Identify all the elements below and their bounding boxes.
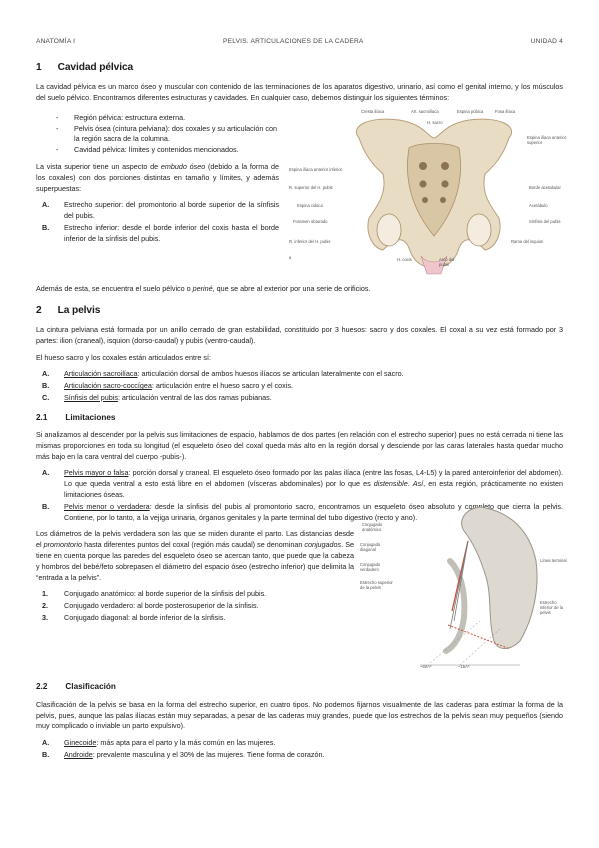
figure-label: Sínfisis del pubis — [529, 218, 561, 224]
list-item: A. Pelvis mayor o falsa: porción dorsal y craneal. El esqueleto óseo formado por las palas ilíaca (entre las fosas, L4-L5) y la pared anteroinferior del abdomen). Lo que queda ventral a esto está libre en el abdomen (vísceras abdominales) por lo que es distensible. Así, en esta región, prácticamente no existen limitaciones óseas. — [42, 468, 564, 500]
straits-list — [42, 200, 279, 244]
figure-label: Línea terminal — [540, 558, 567, 564]
list-item: 3. Conjugado diagonal: al borde inferior de la sínfisis. — [42, 613, 226, 623]
terms-list — [56, 113, 279, 156]
figure-label: Conjugado diagonal — [360, 542, 381, 553]
figure-label: Borde acetabular — [529, 184, 561, 190]
figure-label: Rama del isquion — [511, 238, 544, 244]
header-unit: UNIDAD 4 — [530, 38, 563, 45]
section-2-articulation-lead: El hueso sacro y los coxales están articulados entre sí: — [36, 352, 211, 362]
figure-label: ~15Aº — [458, 664, 470, 670]
figure-label: H. coxis — [397, 256, 412, 262]
figure-label: Estrecho superior de la pelvis — [360, 580, 393, 591]
figure-label: R. superior del H. pubis — [289, 184, 333, 190]
list-item: B. Pelvis menor o verdadera: desde la sínfisis del pubis al promontorio sacro, encontramos un esqueleto óseo absoluto y completo que cierra la pelvis. Contiene, por lo tanto, a la vejiga urinaria, órganos genitales y la parte terminal del tubo digestivo (recto y ano). — [42, 501, 563, 522]
perineum-paragraph: Además de esta, se encuentra el suelo pélvico o periné, que se abre al exterior por una serie de orificios. — [36, 283, 371, 293]
figure-label: R. inferior del H. pubis — [289, 238, 331, 244]
list-item: - Cavidad pélvica: límites y contenidos mencionados. — [56, 145, 239, 155]
header-topic: PELVIS. ARTICULACIONES DE LA CADERA — [223, 38, 364, 45]
section-2-intro: La cintura pelviana está formada por un anillo cerrado de gran estabilidad, constituido por 3 huesos: sacro y dos coxales. El coxal a su vez está formado por 3 partes: ilion (craneal), isquion (dorso-caudal) y pubis (ventro-caudal). — [36, 324, 563, 345]
figure-label: Espina ilíaca anterior superior — [527, 134, 567, 145]
articulations-list — [42, 369, 563, 403]
figure-label: Cresta ilíaca — [361, 108, 385, 114]
pelvis-anterior-illustration — [289, 108, 579, 284]
funnel-paragraph: La vista superior tiene un aspecto de embudo óseo (debido a la forma de los coxales) con dos porciones distintas en tamaño y límites, y además superpuestas: — [36, 162, 280, 193]
pelvis-types-list — [42, 738, 563, 761]
list-item: - Pelvis ósea (cintura pelviana): dos coxales y su articulación con la región sacra de la columna. — [56, 123, 277, 144]
list-item: B. Articulación sacro-coccígea: articulación entre el hueso sacro y el coxis. — [42, 381, 293, 391]
limitations-intro: Si analizamos al descender por la pelvis sus limitaciones de espacio, hablamos de dos partes (en relación con el estrecho superior) pues no está cerrada ni tiene las mismas proporciones en toda su longitud (el esqueleto óseo del coxal queda más alto en la región dorsal y desciende por las caras laterales hasta quedar mucho más bajo en la cara ventral del cuerpo -pubis-). — [36, 430, 563, 461]
figure-label: ~60Aº — [420, 664, 432, 670]
section-1-intro: La cavidad pélvica es un marco óseo y muscular con contenido de las terminaciones de los aparatos digestivo, urinario, así como el genital interno, y los músculos del suelo pélvico. Encontramos diferentes estructuras y cavidades. En cualquier caso, debemos distinguir los siguientes términos: — [36, 82, 563, 103]
list-item: 2. Conjugado verdadero: al borde posterosuperior de la sínfisis. — [42, 601, 259, 611]
figure-label: Art. sacroilíaca — [411, 108, 439, 114]
header-subject: ANATOMÍA I — [36, 38, 76, 45]
list-item: - Región pélvica: estructura externa. — [56, 112, 186, 122]
figure-label: Foramen obturado — [293, 218, 328, 224]
classification-paragraph: Clasificación de la pelvis se basa en la forma del estrecho superior, en cuatro tipos. No podemos fijarnos visualmente de las caderas para estimar la forma de la pelvis, pues, aunque las palas ilíacas están muy separadas, a pesar de las caderas muy grandes, puede que los estrechos de la pelvis sean muy pequeños (siendo muy complicado o inviable un parto expulsivo). — [36, 699, 563, 731]
diameters-paragraph: Los diámetros de la pelvis verdadera son las que se miden durante el parto. Las distancias desde el promontorio hasta diferentes puntos del coxal (región más caudal) se denominan conjugados. Se tiene en cuenta porque las paredes del esqueleto óseo se acercan tanto, que puede que la cabeza y hombros del bebé/feto sobrepasen el diámetro del espacio óseo (estrecho inferior) que delimita la “entrada a la pelvis”. — [36, 529, 354, 582]
list-item: 1. Conjugado anatómico: al borde superior de la sínfisis del pubis. — [42, 589, 267, 599]
section-2-heading: 2 La pelvis — [36, 304, 101, 316]
list-item: B. Androide: prevalente masculina y el 30% de las mujeres. Tiene forma de corazón. — [42, 749, 325, 759]
figure-label: Fosa ilíaca — [495, 108, 516, 114]
figure-label: Estrecho inferior de la pelvis — [540, 600, 564, 616]
section-2-1-heading: 2.1 Limitaciones — [36, 412, 116, 422]
page-content — [36, 60, 567, 767]
running-header — [36, 37, 563, 47]
figure-label: Conjugado anatómico — [362, 522, 383, 533]
figure-label: Arco del pubis — [439, 256, 455, 267]
list-item: B. Estrecho inferior: desde el borde inferior del coxis hasta el borde inferior de la sínfisis del pubis. — [42, 223, 279, 243]
figure-label: H. sacro — [427, 119, 443, 125]
section-1-heading: 1 Cavidad pélvica — [36, 62, 134, 73]
list-item: A. Articulación sacroilíaca: articulación dorsal de ambos huesos ilíacos se articulan lateralmente con el sacro. — [42, 369, 404, 379]
figure-label: Espina ilíaca anterior inferior — [289, 166, 343, 172]
figure-label: Espina ciática — [297, 202, 323, 208]
figure-label: Conjugado verdadero — [360, 562, 381, 573]
section-2-2-heading: 2.2 Clasificación — [36, 682, 116, 692]
list-item: A. Estrecho superior: del promontorio al borde superior de la sínfisis del pubis. — [42, 200, 279, 221]
list-item: C. Sínfisis del pubis: articulación ventral de las dos ramas pubianas. — [42, 392, 272, 402]
pelvis-sagittal-illustration — [360, 501, 570, 673]
figure-label: Acetábulo — [529, 202, 548, 208]
figure-label: a — [289, 254, 292, 260]
conjugates-list — [42, 589, 354, 623]
list-item: A. Ginecoide: más apta para el parto y la más común en las mujeres. — [42, 738, 276, 748]
figure-label: Espina púbica — [457, 108, 484, 114]
